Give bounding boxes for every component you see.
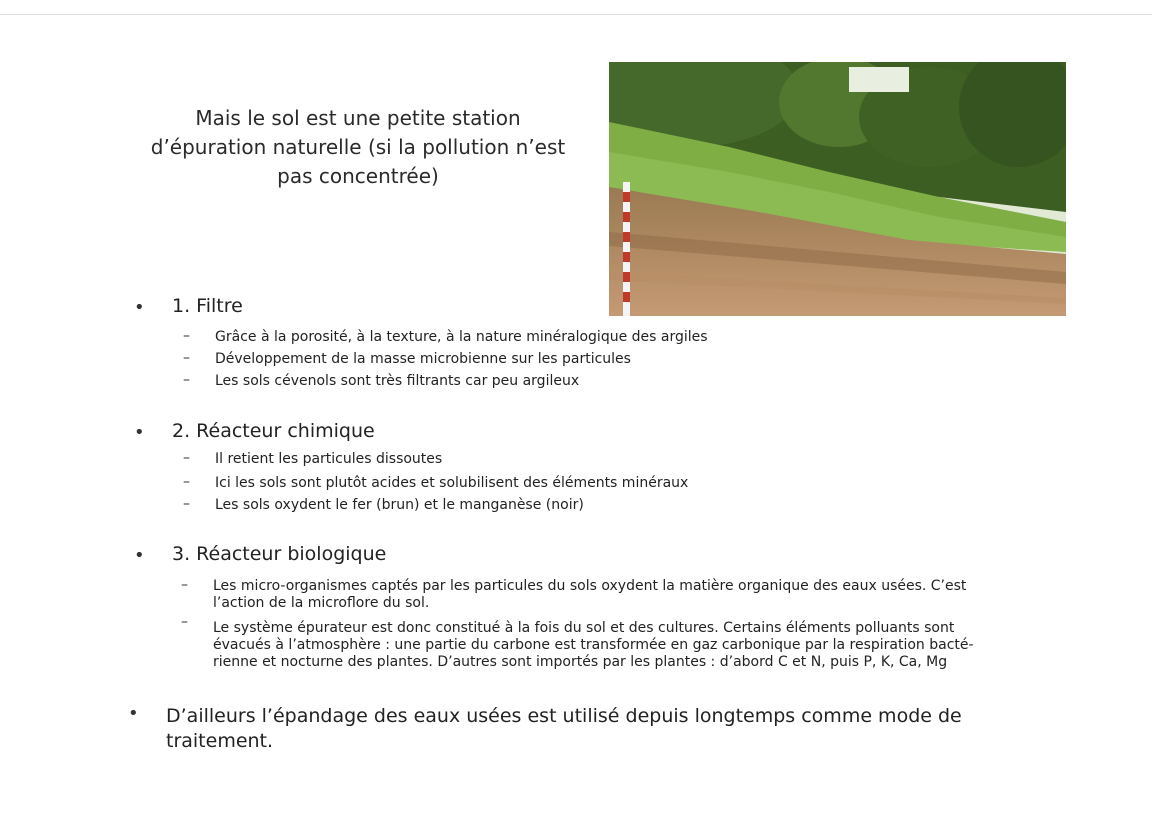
section-3-item-2: Le système épurateur est donc constitué à la fois du sol et des cultures. Certains éléments polluants sont évacués à l’atmosphère : une partie du carbone est transformée en gaz carbonique par la respiration bacté-rienne et nocturne des plantes. D’autres sont importés par les plantes : d’abord C et N, puis P, K, Ca, Mg: [213, 620, 974, 670]
dash-marker: –: [183, 372, 190, 388]
bullet-marker: •: [134, 422, 145, 443]
bullet-marker: •: [134, 297, 145, 318]
section-1-item-2: Développement de la masse microbienne sur les particules: [215, 351, 631, 367]
section-2-item-3: Les sols oxydent le fer (brun) et le manganèse (noir): [215, 497, 584, 513]
section-2-item-1: Il retient les particules dissoutes: [215, 451, 443, 467]
bullet-marker: •: [134, 545, 145, 566]
section-heading-reacteur-biologique: 3. Réacteur biologique: [172, 543, 387, 565]
bullet-marker: •: [128, 703, 139, 724]
dash-marker: –: [183, 496, 190, 512]
section-heading-filtre: 1. Filtre: [172, 295, 243, 317]
slide-title: [140, 104, 576, 191]
dash-marker: –: [183, 328, 190, 344]
dash-marker: –: [183, 474, 190, 490]
soil-profile-photo: [609, 62, 1066, 316]
section-1-item-1: Grâce à la porosité, à la texture, à la nature minéralogique des argiles: [215, 329, 708, 345]
dash-marker: –: [183, 350, 190, 366]
scan-edge-line: [0, 14, 1152, 15]
section-heading-reacteur-chimique: 2. Réacteur chimique: [172, 420, 375, 442]
section-2-item-2: Ici les sols sont plutôt acides et solubilisent des éléments minéraux: [215, 475, 689, 491]
title-line-3: pas concentrée): [277, 164, 439, 188]
conclusion-text: D’ailleurs l’épandage des eaux usées est utilisé depuis longtemps comme mode de traitement.: [166, 705, 962, 752]
section-3-item-1: Les micro-organismes captés par les particules du sols oxydent la matière organique des eaux usées. C’est l’action de la microflore du sol.: [213, 578, 967, 611]
dash-marker: –: [183, 450, 190, 466]
dash-marker: –: [181, 577, 188, 593]
section-1-item-3: Les sols cévenols sont très filtrants car peu argileux: [215, 373, 580, 389]
title-line-1: Mais le sol est une petite station: [195, 106, 521, 130]
dash-marker: –: [181, 614, 188, 630]
title-line-2: d’épuration naturelle (si la pollution n’est: [150, 135, 566, 159]
